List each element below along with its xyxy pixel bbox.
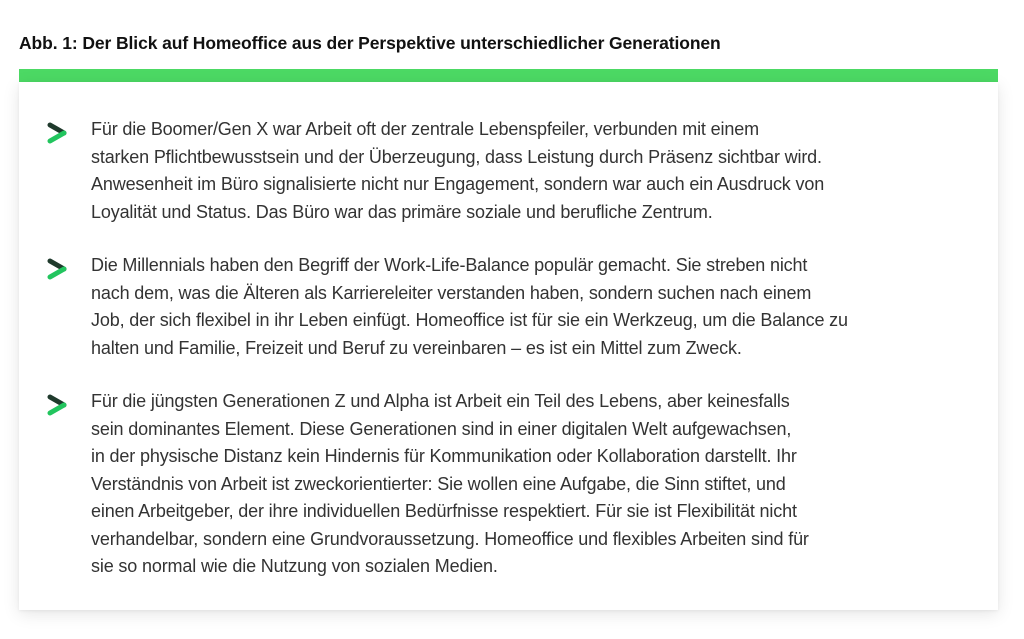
chevron-right-icon [47, 258, 69, 280]
accent-bar [19, 69, 998, 82]
chevron-right-icon [47, 394, 69, 416]
list-item-text: Für die jüngsten Generationen Z und Alpha ist Arbeit ein Teil des Lebens, aber keinesfalls sein dominantes Element. Diese Generationen sind in einer digitalen Welt aufgewachsen, in der physische Distanz kein Hindernis für Kommunikation oder Kollaboration darstellt. Ihr Verständnis von Arbeit ist zweckorientierter: Sie wollen eine Aufgabe, die Sinn stiftet, und einen Arbeitgeber, der ihre individuellen Bedürfnisse respektiert. Für sie ist Flexibilität nicht verhandelbar, sondern eine Grundvoraussetzung. Homeoffice und flexibles Arbeiten sind für sie so normal wie die Nutzung von sozialen Medien. [91, 391, 809, 576]
chevron-right-icon [47, 122, 69, 144]
figure-title: Abb. 1: Der Blick auf Homeoffice aus der Perspektive unterschiedlicher Generationen [19, 33, 721, 53]
list-item-text: Für die Boomer/Gen X war Arbeit oft der zentrale Lebenspfeiler, verbunden mit einem starken Pflichtbewusstsein und der Überzeugung, dass Leistung durch Präsenz sichtbar wird. Anwesenheit im Büro signalisierte nicht nur Engagement, sondern war auch ein Ausdruck von Loyalität und Status. Das Büro war das primäre soziale und berufliche Zentrum. [91, 119, 825, 222]
list-item-text: Die Millennials haben den Begriff der Work-Life-Balance populär gemacht. Sie streben nicht nach dem, was die Älteren als Karriereleiter verstanden haben, sondern suchen nach einem Job, der sich flexibel in ihr Leben einfügt. Homeoffice ist für sie ein Werkzeug, um die Balance zu halten und Familie, Freizeit und Beruf zu vereinbaren – es ist ein Mittel zum Zweck. [91, 255, 848, 358]
content-card [19, 82, 998, 610]
